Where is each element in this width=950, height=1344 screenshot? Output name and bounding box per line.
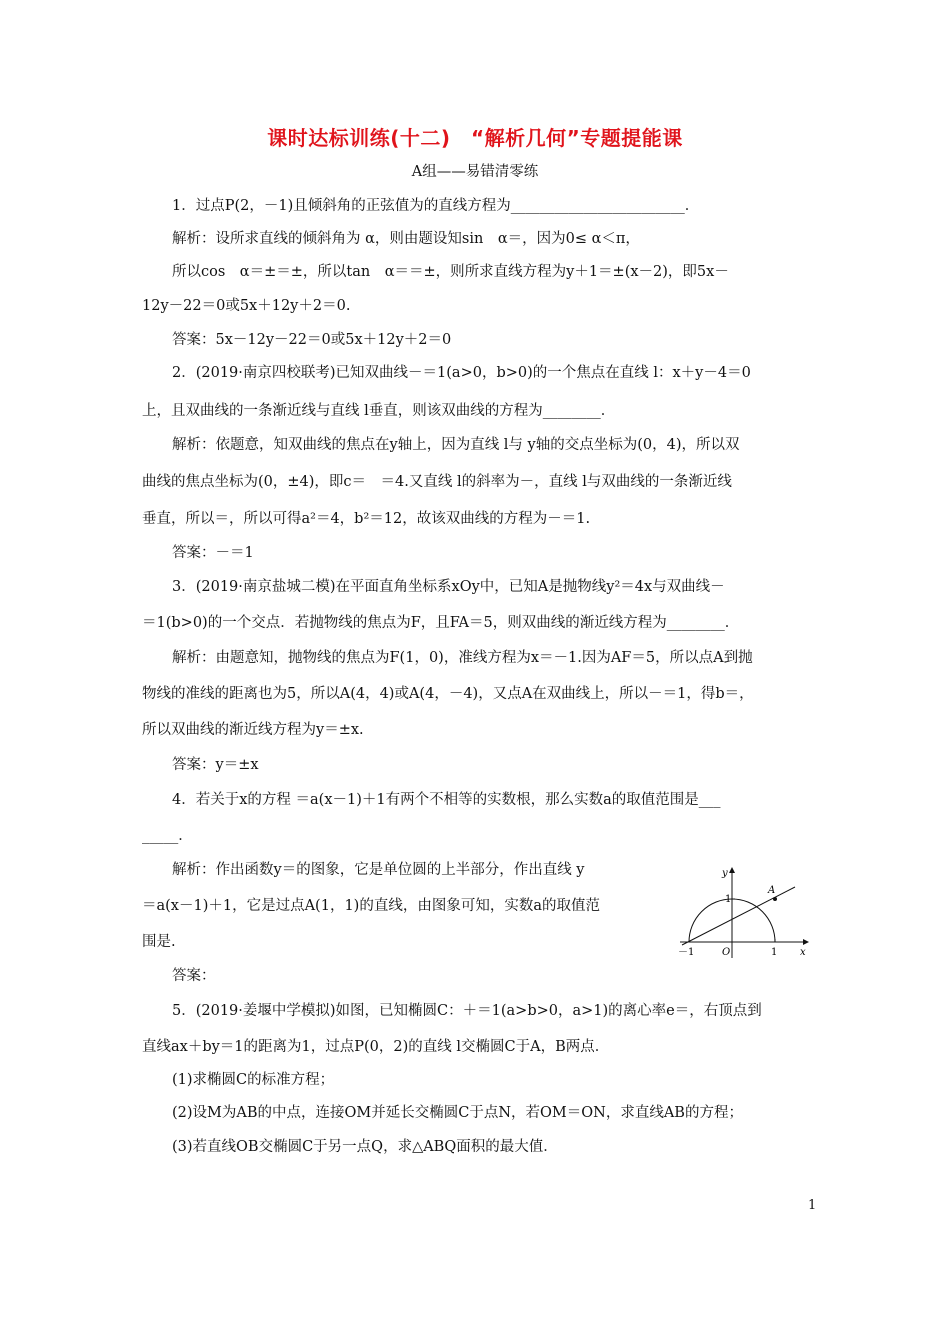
q3-solution-line: 解析：由题意知，抛物线的焦点为F(1，0)，准线方程为x＝－1.因为AF＝5，所以点A到抛 <box>172 650 753 666</box>
q5-stem: 5．(2019·姜堰中学模拟)如图，已知椭圆C：＋＝1(a>b>0，a>1)的离心率e＝，右顶点到 <box>172 1003 762 1019</box>
q3-solution-line: 物线的准线的距离也为5，所以A(4，4)或A(4，－4)，又点A在双曲线上，所以－＝1，得b＝， <box>142 686 754 702</box>
q4-answer: 答案： <box>172 968 216 984</box>
q5-stem: 直线ax＋by＝1的距离为1，过点P(0，2)的直线 l交椭圆C于A，B两点． <box>142 1039 610 1055</box>
page-title: 课时达标训练(十二) “解析几何”专题提能课 <box>267 126 683 150</box>
q1-solution-line: 所以cos α＝±＝±，所以tan α＝＝±，则所求直线方程为y＋1＝±(x－2)，即5x－ <box>172 264 729 280</box>
line-through-a <box>682 887 795 945</box>
q2-stem: 上，且双曲线的一条渐近线与直线 l垂直，则该双曲线的方程为________． <box>142 403 616 419</box>
q4-stem: _____． <box>142 828 193 844</box>
q5-part-1: (1)求椭圆C的标准方程； <box>172 1072 335 1088</box>
q1-solution-line: 解析：设所求直线的倾斜角为 α，则由题设知sin α＝，因为0≤ α＜π， <box>172 231 640 247</box>
q3-solution-line: 所以双曲线的渐近线方程为y＝±x. <box>142 722 364 738</box>
point-a <box>773 897 777 901</box>
x-axis-label: x <box>800 947 806 958</box>
tick-label-neg1: －1 <box>678 947 695 958</box>
q2-solution-line: 曲线的焦点坐标为(0，±4)，即c＝ ＝4.又直线 l的斜率为－，直线 l与双曲线的一条渐近线 <box>142 474 732 490</box>
page-number: 1 <box>808 1198 817 1213</box>
tick-label-y1: 1 <box>725 894 732 905</box>
semicircle-graph-figure <box>670 862 820 962</box>
q4-solution-line: 解析：作出函数y＝的图象，它是单位圆的上半部分，作出直线 y <box>172 862 585 878</box>
q3-stem: ＝1(b>0)的一个交点．若抛物线的焦点为F，且FA＝5，则双曲线的渐近线方程为________． <box>142 615 740 631</box>
origin-label: O <box>722 947 731 958</box>
q2-solution-line: 解析：依题意，知双曲线的焦点在y轴上，因为直线 l与 y轴的交点坐标为(0，4)，所以双 <box>172 437 740 453</box>
q2-stem: 2．(2019·南京四校联考)已知双曲线－＝1(a>0，b>0)的一个焦点在直线 l：x＋y－4＝0 <box>172 365 751 381</box>
q3-answer: 答案：y＝±x <box>172 757 259 773</box>
q4-stem: 4．若关于x的方程 ＝a(x－1)＋1有两个不相等的实数根，那么实数a的取值范围是___ <box>172 792 721 808</box>
q3-stem: 3．(2019·南京盐城二模)在平面直角坐标系xOy中，已知A是抛物线y²＝4x与双曲线－ <box>172 579 725 595</box>
point-a-label: A <box>768 885 776 896</box>
section-subtitle: A组——易错清零练 <box>411 164 539 180</box>
q1-solution-line: 12y－22＝0或5x＋12y＋2＝0. <box>142 298 351 314</box>
y-axis-label: y <box>722 868 728 879</box>
q2-answer: 答案：－＝1 <box>172 545 254 561</box>
q5-part-2: (2)设M为AB的中点，连接OM并延长交椭圆C于点N，若OM＝ON，求直线AB的方程； <box>172 1105 743 1121</box>
q4-solution-line: 围是. <box>142 934 176 950</box>
q1-answer: 答案：5x－12y－22＝0或5x＋12y＋2＝0 <box>172 332 452 348</box>
q5-part-3: (3)若直线OB交椭圆C于另一点Q，求△ABQ面积的最大值． <box>172 1139 558 1155</box>
tick-label-x1: 1 <box>771 947 778 958</box>
q1-stem: 1．过点P(2，－1)且倾斜角的正弦值为的直线方程为________________________． <box>172 198 700 214</box>
q2-solution-line: 垂直，所以＝，所以可得a²＝4，b²＝12，故该双曲线的方程为－＝1. <box>142 511 591 527</box>
q4-solution-line: ＝a(x－1)＋1，它是过点A(1，1)的直线，由图象可知，实数a的取值范 <box>142 898 600 914</box>
